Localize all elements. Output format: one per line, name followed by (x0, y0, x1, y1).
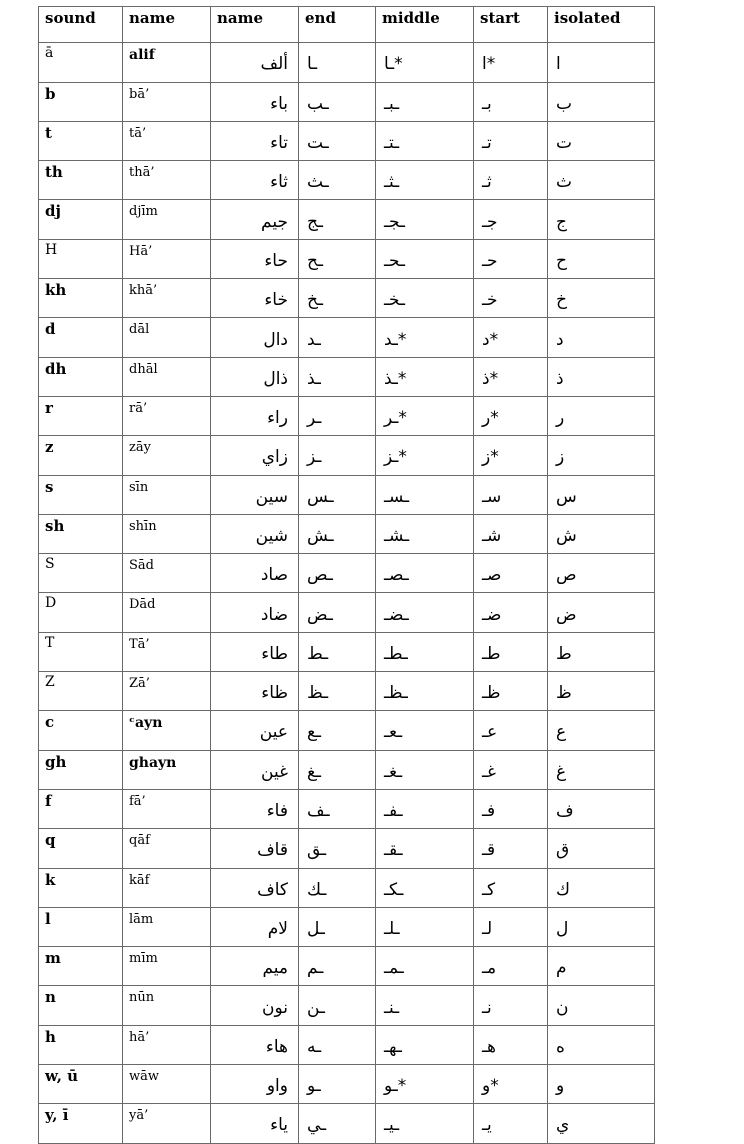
start-form-cell: سـ (474, 475, 548, 514)
header-end: end (299, 7, 376, 43)
letter-name-cell: dāl (123, 318, 211, 357)
sound-cell: t (39, 121, 123, 160)
arabic-name-cell: ألف (211, 43, 299, 82)
end-form-cell: ـح (299, 239, 376, 278)
start-form-cell: ز* (474, 436, 548, 475)
start-form-cell: عـ (474, 711, 548, 750)
end-form-cell: ـا (299, 43, 376, 82)
letter-name-cell: zāy (123, 436, 211, 475)
letter-name-cell: wāw (123, 1065, 211, 1104)
start-form-cell: نـ (474, 986, 548, 1025)
letter-name-cell: kāf (123, 868, 211, 907)
start-form-cell: مـ (474, 947, 548, 986)
end-form-cell: ـذ (299, 357, 376, 396)
end-form-cell: ـد (299, 318, 376, 357)
sound-cell: th (39, 161, 123, 200)
letter-name-cell: nūn (123, 986, 211, 1025)
table-row (39, 357, 655, 396)
middle-form-cell: ـكـ (376, 868, 474, 907)
middle-form-cell: ـثـ (376, 161, 474, 200)
middle-form-cell: ـحـ (376, 239, 474, 278)
end-form-cell: ـث (299, 161, 376, 200)
header-sound: sound (39, 7, 123, 43)
isolated-form-cell: ض (548, 593, 655, 632)
table-row (39, 279, 655, 318)
arabic-name-cell: واو (211, 1065, 299, 1104)
letter-name-cell: thā’ (123, 161, 211, 200)
end-form-cell: ـت (299, 121, 376, 160)
letter-name-cell: mīm (123, 947, 211, 986)
arabic-name-cell: باء (211, 82, 299, 121)
letter-name-cell: lām (123, 907, 211, 946)
arabic-name-cell: خاء (211, 279, 299, 318)
start-form-cell: قـ (474, 829, 548, 868)
table-row (39, 907, 655, 946)
arabic-name-cell: غين (211, 750, 299, 789)
sound-cell: b (39, 82, 123, 121)
end-form-cell: ـم (299, 947, 376, 986)
isolated-form-cell: و (548, 1065, 655, 1104)
table-row (39, 711, 655, 750)
sound-cell: z (39, 436, 123, 475)
end-form-cell: ـغ (299, 750, 376, 789)
letter-name-cell: Sād (123, 554, 211, 593)
table-row (39, 475, 655, 514)
table-row (39, 43, 655, 82)
middle-form-cell: ـجـ (376, 200, 474, 239)
header-row (39, 7, 655, 43)
isolated-form-cell: غ (548, 750, 655, 789)
isolated-form-cell: س (548, 475, 655, 514)
header-name: name (123, 7, 211, 43)
sound-cell: T (39, 632, 123, 671)
sound-cell: gh (39, 750, 123, 789)
start-form-cell: د* (474, 318, 548, 357)
table-row (39, 868, 655, 907)
isolated-form-cell: ر (548, 396, 655, 435)
isolated-form-cell: ق (548, 829, 655, 868)
sound-cell: y, ī (39, 1104, 123, 1143)
sound-cell: n (39, 986, 123, 1025)
table-row (39, 789, 655, 828)
letter-name-cell: Zā’ (123, 672, 211, 711)
sound-cell: h (39, 1025, 123, 1064)
isolated-form-cell: ج (548, 200, 655, 239)
isolated-form-cell: خ (548, 279, 655, 318)
header-arabic-name: name (211, 7, 299, 43)
sound-cell: kh (39, 279, 123, 318)
arabic-name-cell: عين (211, 711, 299, 750)
start-form-cell: و* (474, 1065, 548, 1104)
arabic-name-cell: هاء (211, 1025, 299, 1064)
letter-name-cell: bā’ (123, 82, 211, 121)
middle-form-cell: ـو* (376, 1065, 474, 1104)
middle-form-cell: ـخـ (376, 279, 474, 318)
table-row (39, 318, 655, 357)
start-form-cell: شـ (474, 514, 548, 553)
end-form-cell: ـه (299, 1025, 376, 1064)
middle-form-cell: ـلـ (376, 907, 474, 946)
table-row (39, 161, 655, 200)
letter-name-cell: djīm (123, 200, 211, 239)
letter-name-cell: ghayn (123, 750, 211, 789)
isolated-form-cell: ه (548, 1025, 655, 1064)
middle-form-cell: ـذ* (376, 357, 474, 396)
sound-cell: H (39, 239, 123, 278)
sound-cell: w, ū (39, 1065, 123, 1104)
sound-cell: D (39, 593, 123, 632)
sound-cell: k (39, 868, 123, 907)
table-row (39, 947, 655, 986)
isolated-form-cell: ف (548, 789, 655, 828)
letter-name-cell: sīn (123, 475, 211, 514)
end-form-cell: ـر (299, 396, 376, 435)
middle-form-cell: ـا* (376, 43, 474, 82)
start-form-cell: طـ (474, 632, 548, 671)
letter-name-cell: tā’ (123, 121, 211, 160)
end-form-cell: ـي (299, 1104, 376, 1143)
header-start: start (474, 7, 548, 43)
end-form-cell: ـل (299, 907, 376, 946)
table-row (39, 750, 655, 789)
isolated-form-cell: م (548, 947, 655, 986)
sound-cell: l (39, 907, 123, 946)
arabic-name-cell: ثاء (211, 161, 299, 200)
isolated-form-cell: ا (548, 43, 655, 82)
arabic-name-cell: تاء (211, 121, 299, 160)
table-row (39, 672, 655, 711)
arabic-name-cell: قاف (211, 829, 299, 868)
arabic-name-cell: صاد (211, 554, 299, 593)
middle-form-cell: ـصـ (376, 554, 474, 593)
table-row (39, 239, 655, 278)
start-form-cell: خـ (474, 279, 548, 318)
letter-name-cell: ᶜayn (123, 711, 211, 750)
start-form-cell: تـ (474, 121, 548, 160)
table-row (39, 1104, 655, 1143)
middle-form-cell: ـتـ (376, 121, 474, 160)
isolated-form-cell: ظ (548, 672, 655, 711)
end-form-cell: ـص (299, 554, 376, 593)
middle-form-cell: ـقـ (376, 829, 474, 868)
table-row (39, 514, 655, 553)
sound-cell: dh (39, 357, 123, 396)
arabic-name-cell: جيم (211, 200, 299, 239)
middle-form-cell: ـضـ (376, 593, 474, 632)
sound-cell: S (39, 554, 123, 593)
middle-form-cell: ـطـ (376, 632, 474, 671)
isolated-form-cell: ث (548, 161, 655, 200)
sound-cell: Z (39, 672, 123, 711)
letter-name-cell: shīn (123, 514, 211, 553)
arabic-name-cell: ظاء (211, 672, 299, 711)
arabic-name-cell: حاء (211, 239, 299, 278)
letter-name-cell: fā’ (123, 789, 211, 828)
arabic-name-cell: سين (211, 475, 299, 514)
start-form-cell: فـ (474, 789, 548, 828)
middle-form-cell: ـفـ (376, 789, 474, 828)
arabic-name-cell: ذال (211, 357, 299, 396)
arabic-name-cell: شين (211, 514, 299, 553)
isolated-form-cell: ي (548, 1104, 655, 1143)
isolated-form-cell: ك (548, 868, 655, 907)
sound-cell: ā (39, 43, 123, 82)
arabic-name-cell: ضاد (211, 593, 299, 632)
letter-name-cell: Dād (123, 593, 211, 632)
end-form-cell: ـك (299, 868, 376, 907)
start-form-cell: ر* (474, 396, 548, 435)
arabic-name-cell: نون (211, 986, 299, 1025)
start-form-cell: يـ (474, 1104, 548, 1143)
isolated-form-cell: ط (548, 632, 655, 671)
isolated-form-cell: ذ (548, 357, 655, 396)
letter-name-cell: Tā’ (123, 632, 211, 671)
end-form-cell: ـف (299, 789, 376, 828)
end-form-cell: ـو (299, 1065, 376, 1104)
middle-form-cell: ـظـ (376, 672, 474, 711)
middle-form-cell: ـنـ (376, 986, 474, 1025)
arabic-name-cell: دال (211, 318, 299, 357)
start-form-cell: ضـ (474, 593, 548, 632)
middle-form-cell: ـهـ (376, 1025, 474, 1064)
start-form-cell: غـ (474, 750, 548, 789)
arabic-name-cell: لام (211, 907, 299, 946)
end-form-cell: ـش (299, 514, 376, 553)
isolated-form-cell: ل (548, 907, 655, 946)
middle-form-cell: ـعـ (376, 711, 474, 750)
arabic-name-cell: ياء (211, 1104, 299, 1143)
isolated-form-cell: ز (548, 436, 655, 475)
end-form-cell: ـس (299, 475, 376, 514)
header-isolated: isolated (548, 7, 655, 43)
sound-cell: r (39, 396, 123, 435)
isolated-form-cell: د (548, 318, 655, 357)
sound-cell: dj (39, 200, 123, 239)
table-row (39, 829, 655, 868)
letter-name-cell: qāf (123, 829, 211, 868)
table-row (39, 82, 655, 121)
end-form-cell: ـط (299, 632, 376, 671)
sound-cell: sh (39, 514, 123, 553)
letter-name-cell: Hā’ (123, 239, 211, 278)
end-form-cell: ـض (299, 593, 376, 632)
header-middle: middle (376, 7, 474, 43)
middle-form-cell: ـشـ (376, 514, 474, 553)
start-form-cell: ذ* (474, 357, 548, 396)
table-row (39, 1025, 655, 1064)
isolated-form-cell: ص (548, 554, 655, 593)
arabic-name-cell: زاي (211, 436, 299, 475)
letter-name-cell: rā’ (123, 396, 211, 435)
letter-name-cell: alif (123, 43, 211, 82)
start-form-cell: هـ (474, 1025, 548, 1064)
sound-cell: c (39, 711, 123, 750)
end-form-cell: ـخ (299, 279, 376, 318)
isolated-form-cell: ح (548, 239, 655, 278)
arabic-name-cell: كاف (211, 868, 299, 907)
table-row (39, 986, 655, 1025)
table-body (39, 43, 655, 1143)
end-form-cell: ـج (299, 200, 376, 239)
letter-name-cell: yā’ (123, 1104, 211, 1143)
middle-form-cell: ـر* (376, 396, 474, 435)
end-form-cell: ـن (299, 986, 376, 1025)
isolated-form-cell: ع (548, 711, 655, 750)
start-form-cell: ثـ (474, 161, 548, 200)
sound-cell: f (39, 789, 123, 828)
middle-form-cell: ـسـ (376, 475, 474, 514)
arabic-name-cell: فاء (211, 789, 299, 828)
start-form-cell: ا* (474, 43, 548, 82)
table-row (39, 632, 655, 671)
table-row (39, 593, 655, 632)
isolated-form-cell: ن (548, 986, 655, 1025)
arabic-alphabet-table (38, 6, 655, 1144)
arabic-name-cell: ميم (211, 947, 299, 986)
middle-form-cell: ـيـ (376, 1104, 474, 1143)
end-form-cell: ـق (299, 829, 376, 868)
arabic-name-cell: طاء (211, 632, 299, 671)
middle-form-cell: ـز* (376, 436, 474, 475)
start-form-cell: بـ (474, 82, 548, 121)
start-form-cell: صـ (474, 554, 548, 593)
letter-name-cell: khā’ (123, 279, 211, 318)
sound-cell: q (39, 829, 123, 868)
end-form-cell: ـظ (299, 672, 376, 711)
sound-cell: s (39, 475, 123, 514)
letter-name-cell: dhāl (123, 357, 211, 396)
end-form-cell: ـب (299, 82, 376, 121)
end-form-cell: ـز (299, 436, 376, 475)
isolated-form-cell: ب (548, 82, 655, 121)
middle-form-cell: ـغـ (376, 750, 474, 789)
start-form-cell: حـ (474, 239, 548, 278)
start-form-cell: لـ (474, 907, 548, 946)
start-form-cell: جـ (474, 200, 548, 239)
middle-form-cell: ـد* (376, 318, 474, 357)
table-row (39, 396, 655, 435)
table-row (39, 554, 655, 593)
middle-form-cell: ـمـ (376, 947, 474, 986)
table-row (39, 200, 655, 239)
sound-cell: d (39, 318, 123, 357)
isolated-form-cell: ت (548, 121, 655, 160)
table-row (39, 436, 655, 475)
start-form-cell: ظـ (474, 672, 548, 711)
table-row (39, 1065, 655, 1104)
table-row (39, 121, 655, 160)
sound-cell: m (39, 947, 123, 986)
middle-form-cell: ـبـ (376, 82, 474, 121)
isolated-form-cell: ش (548, 514, 655, 553)
end-form-cell: ـع (299, 711, 376, 750)
letter-name-cell: hā’ (123, 1025, 211, 1064)
start-form-cell: كـ (474, 868, 548, 907)
arabic-name-cell: راء (211, 396, 299, 435)
